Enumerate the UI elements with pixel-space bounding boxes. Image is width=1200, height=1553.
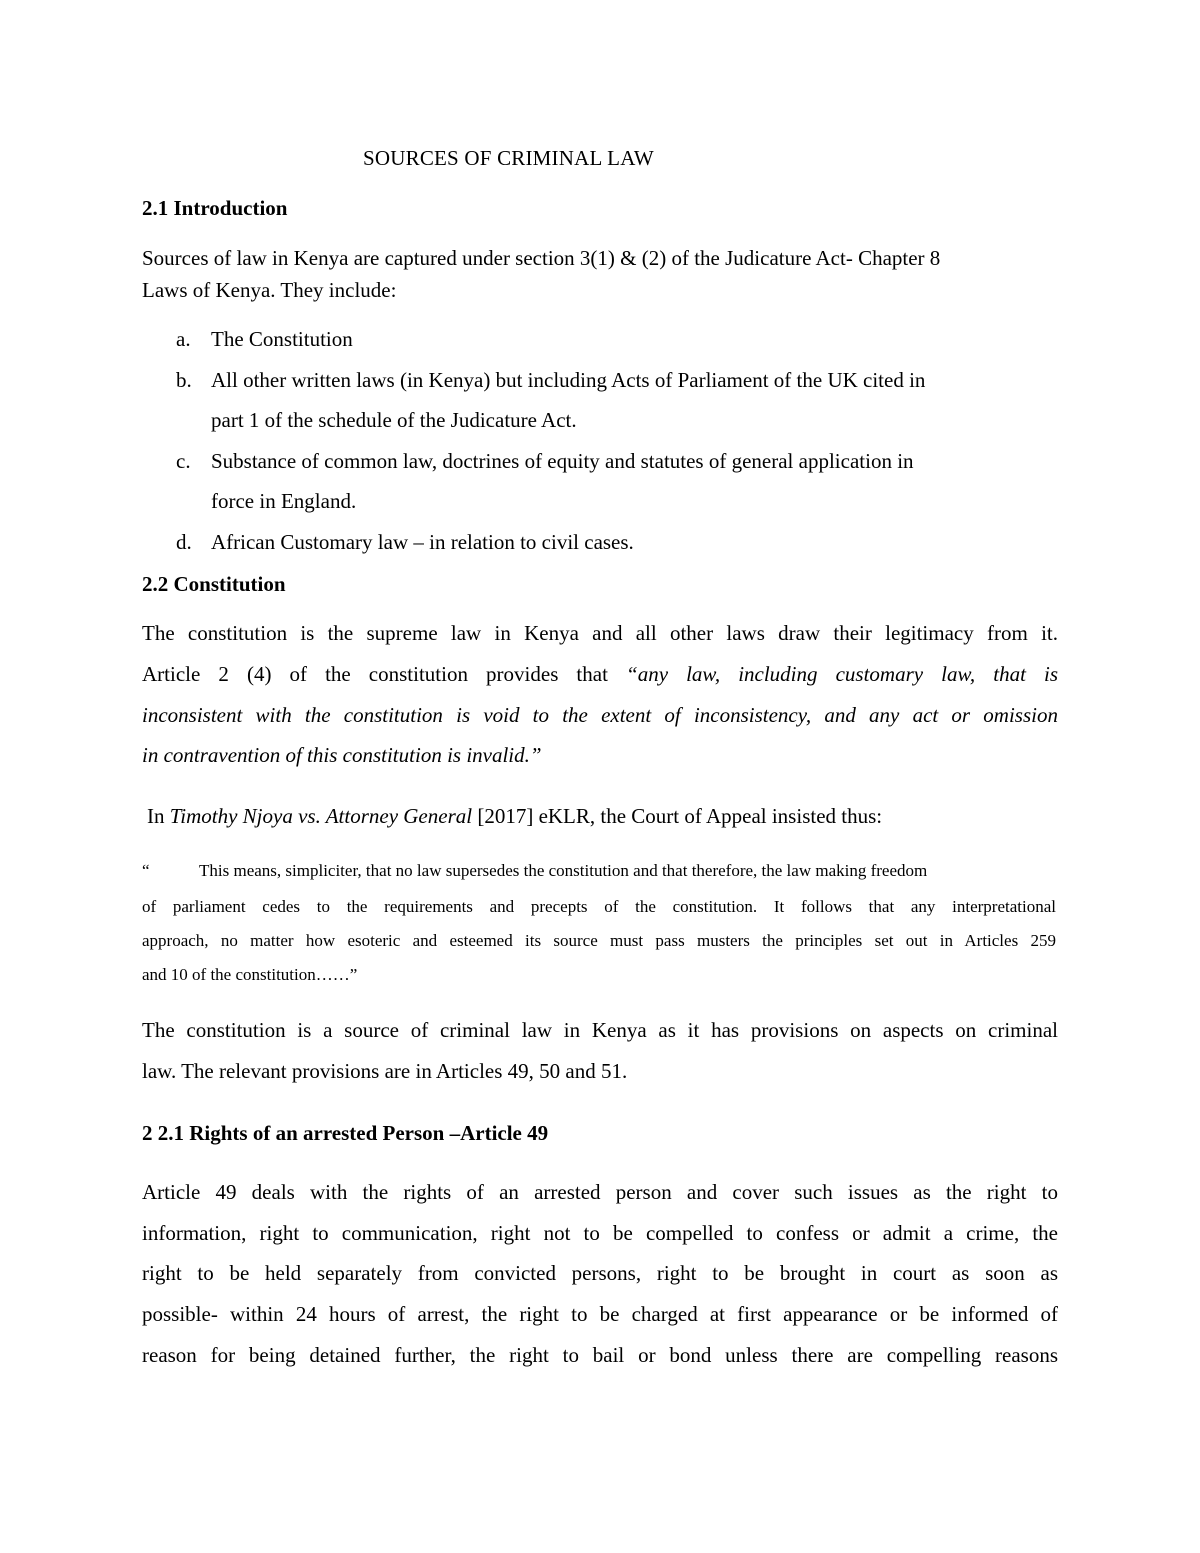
constitution-paragraph-line: law. The relevant provisions are in Articles 49, 50 and 51. — [142, 1059, 628, 1083]
block-quote-line: approach, no matter how esoteric and esteemed its source must pass musters the principles set out in Articles 259 — [142, 931, 1056, 950]
intro-paragraph-line: Laws of Kenya. They include: — [142, 278, 397, 302]
article-49-paragraph-line: information, right to communication, right not to be compelled to confess or admit a crime, the — [142, 1221, 1058, 1245]
constitution-paragraph-line: The constitution is the supreme law in Kenya and all other laws draw their legitimacy from it. — [142, 621, 1058, 645]
constitution-paragraph-line — [142, 703, 1058, 728]
list-item: All other written laws (in Kenya) but including Acts of Parliament of the UK cited in — [211, 368, 926, 392]
case-name: Timothy Njoya vs. Attorney General — [169, 804, 473, 828]
list-marker: c. — [176, 449, 191, 473]
constitution-paragraph-line: The constitution is a source of criminal law in Kenya as it has provisions on aspects on criminal — [142, 1018, 1058, 1042]
list-marker: a. — [176, 327, 191, 351]
constitution-paragraph-line: Article 2 (4) of the constitution provides that “any law, including customary law, that is — [142, 662, 1059, 686]
list-item-continuation: force in England. — [211, 489, 357, 513]
quoted-article-text: in contravention of this constitution is invalid.” — [142, 743, 542, 767]
list-item: Substance of common law, doctrines of equity and statutes of general application in — [211, 449, 914, 473]
list-marker: b. — [176, 368, 192, 392]
article-49-paragraph-line: right to be held separately from convicted persons, right to be brought in court as soon as — [142, 1261, 1058, 1285]
article-49-paragraph-line: reason for being detained further, the right to bail or bond unless there are compelling reasons — [142, 1343, 1058, 1367]
list-marker: d. — [176, 530, 192, 554]
article-49-paragraph-line: Article 49 deals with the rights of an arrested person and cover such issues as the right to — [142, 1180, 1058, 1204]
case-citation: In Timothy Njoya vs. Attorney General [2017] eKLR, the Court of Appeal insisted thus: — [147, 804, 883, 828]
document-title: SOURCES OF CRIMINAL LAW — [363, 146, 654, 170]
quoted-article-text: inconsistent with the constitution is void to the extent of inconsistency, and any act or omission — [142, 703, 1058, 727]
article-49-paragraph-line: possible- within 24 hours of arrest, the right to be charged at first appearance or be informed of — [142, 1302, 1058, 1326]
list-item: The Constitution — [211, 327, 353, 351]
constitution-paragraph-line — [142, 743, 542, 768]
block-quote-line: and 10 of the constitution……” — [142, 965, 358, 984]
list-item-continuation: part 1 of the schedule of the Judicature Act. — [211, 408, 577, 432]
section-heading-introduction: 2.1 Introduction — [142, 196, 288, 220]
block-quote-line: of parliament cedes to the requirements and precepts of the constitution. It follows that any interpretational — [142, 897, 1056, 916]
block-quote-line: This means, simpliciter, that no law supersedes the constitution and that therefore, the law making freedom — [199, 861, 928, 880]
intro-paragraph-line: Sources of law in Kenya are captured under section 3(1) & (2) of the Judicature Act- Chapter 8 — [142, 246, 941, 270]
quoted-article-text: “any law, including customary law, that is — [626, 662, 1059, 686]
section-heading-constitution: 2.2 Constitution — [142, 572, 286, 596]
quote-open-mark: “ — [142, 861, 150, 880]
list-item: African Customary law – in relation to civil cases. — [211, 530, 634, 554]
section-heading-arrested-person: 2 2.1 Rights of an arrested Person –Article 49 — [142, 1121, 549, 1145]
